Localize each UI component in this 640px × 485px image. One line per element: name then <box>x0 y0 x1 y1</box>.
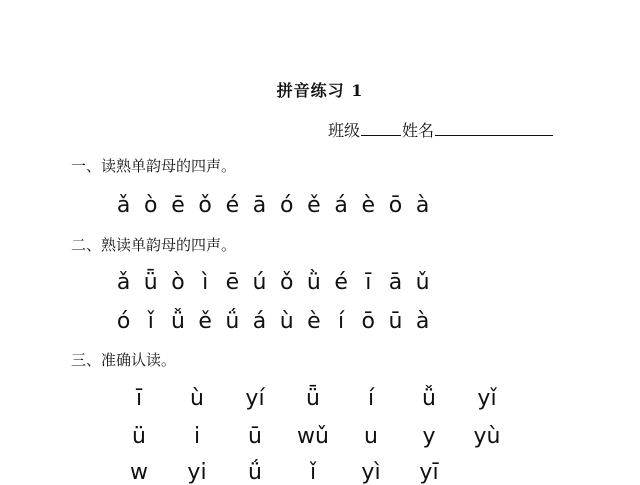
pinyin-item: y <box>422 424 436 449</box>
pinyin-item: á <box>334 193 348 218</box>
section-3-heading: 三、准确认读。 <box>71 351 177 369</box>
section-2-heading: 二、熟读单韵母的四声。 <box>71 236 237 254</box>
section-2-row-2 <box>110 309 436 334</box>
pinyin-item: yì <box>361 460 381 485</box>
pinyin-item: é <box>225 193 240 218</box>
pinyin-item: ā <box>388 270 403 295</box>
section-1-row-1 <box>110 193 436 218</box>
pinyin-item: ǒ <box>198 193 212 218</box>
pinyin-item: á <box>252 309 267 334</box>
pinyin-item: ǖ <box>143 270 158 295</box>
pinyin-item: ò <box>144 193 158 218</box>
pinyin-item: ǜ <box>306 270 321 295</box>
pinyin-item: ē <box>171 193 185 218</box>
pinyin-item: ǐ <box>147 309 154 334</box>
pinyin-item: wǔ <box>297 424 329 449</box>
pinyin-item: ě <box>307 193 321 218</box>
pinyin-item: ǒ <box>279 270 294 295</box>
student-info-line <box>328 118 554 141</box>
pinyin-item: í <box>338 309 345 334</box>
pinyin-item: ī <box>135 386 143 411</box>
pinyin-item: é <box>334 270 348 295</box>
pinyin-item: ù <box>190 386 204 411</box>
pinyin-item: ò <box>171 270 185 295</box>
pinyin-item: ì <box>202 270 209 295</box>
pinyin-item: ā <box>252 193 267 218</box>
pinyin-item: ǎ <box>116 270 131 295</box>
pinyin-item: u <box>364 424 378 449</box>
pinyin-item: è <box>307 309 321 334</box>
pinyin-item: ù <box>279 309 294 334</box>
section-3-row-1 <box>110 386 516 411</box>
worksheet-title: 拼音练习 1 <box>276 81 364 100</box>
class-blank[interactable] <box>361 119 401 136</box>
pinyin-item: ó <box>279 193 294 218</box>
pinyin-item: ǚ <box>422 386 436 411</box>
pinyin-item: ě <box>198 309 212 334</box>
name-blank[interactable] <box>435 119 553 136</box>
pinyin-item: yī <box>419 460 439 485</box>
pinyin-item: i <box>193 424 201 449</box>
class-label: 班级 <box>328 121 361 140</box>
pinyin-item: ī <box>365 270 372 295</box>
pinyin-item: ō <box>388 193 403 218</box>
pinyin-item: ǐ <box>309 460 317 485</box>
pinyin-item: ē <box>225 270 240 295</box>
pinyin-item: ǘ <box>248 460 262 485</box>
pinyin-item <box>458 460 516 485</box>
pinyin-item: ǎ <box>116 193 131 218</box>
pinyin-item: ó <box>116 309 131 334</box>
pinyin-item: ǘ <box>225 309 240 334</box>
pinyin-item: ū <box>388 309 403 334</box>
pinyin-item: ú <box>252 270 267 295</box>
pinyin-item: yù <box>473 424 501 449</box>
section-1-heading: 一、读熟单韵母的四声。 <box>71 157 237 175</box>
pinyin-item: ū <box>248 424 262 449</box>
pinyin-item: yi <box>187 460 207 485</box>
pinyin-item: yǐ <box>477 386 497 411</box>
section-3-row-2 <box>110 424 516 449</box>
pinyin-item: ō <box>361 309 376 334</box>
pinyin-item: w <box>130 460 148 485</box>
pinyin-item: í <box>367 386 375 411</box>
section-3-row-3 <box>110 460 516 485</box>
pinyin-item: ǚ <box>170 309 185 334</box>
pinyin-item: è <box>361 193 376 218</box>
pinyin-item: à <box>415 309 430 334</box>
pinyin-item: ǖ <box>306 386 320 411</box>
pinyin-item: ǔ <box>415 270 430 295</box>
pinyin-item: ü <box>132 424 146 449</box>
pinyin-item: yí <box>245 386 265 411</box>
pinyin-item: à <box>415 193 430 218</box>
name-label: 姓名 <box>402 121 435 140</box>
section-2-row-1 <box>110 270 436 295</box>
